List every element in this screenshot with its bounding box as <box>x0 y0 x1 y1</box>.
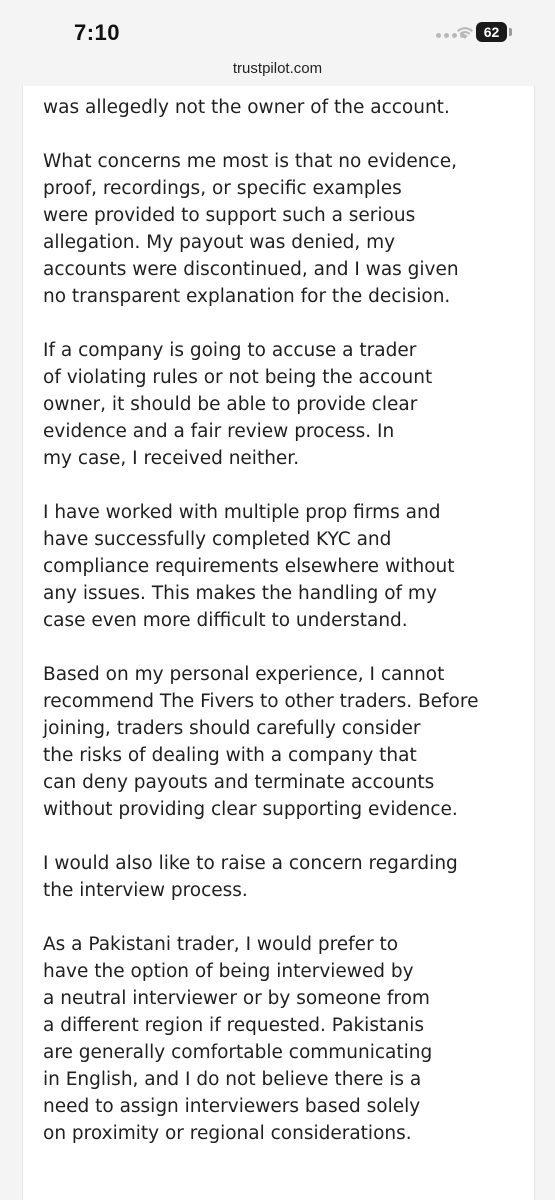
review-card <box>22 86 535 1200</box>
wifi-icon <box>456 26 474 40</box>
status-time: 7:10 <box>74 20 121 45</box>
battery-tip <box>509 28 512 36</box>
review-paragraph: If a company is going to accuse a trader of violating rules or not being the account owner, it should be able to provide clear evidence and a fair review process. In my case, I received neither. <box>43 340 433 469</box>
review-paragraph: was allegedly not the owner of the account. <box>43 97 450 118</box>
review-paragraph: As a Pakistani trader, I would prefer to have the option of being interviewed by a neutral interviewer or by someone from a different region if requested. Pakistanis are generally comfortable communicating in English, and I do not believe there is a need to assign interviewers based solely on proximity or regional considerations. <box>43 934 433 1144</box>
review-paragraph: Based on my personal experience, I cannot recommend The Fivers to other traders. Before joining, traders should carefully consider the risks of dealing with a company that can deny payouts and terminate accounts without providing clear supporting evidence. <box>43 664 479 820</box>
review-paragraph: What concerns me most is that no evidence, proof, recordings, or specific examples were provided to support such a serious allegation. My payout was denied, my accounts were discontinued, and I was given no transparent explanation for the decision. <box>43 151 459 307</box>
battery-icon <box>476 22 507 42</box>
review-body <box>43 94 513 1174</box>
address-bar-url[interactable]: trustpilot.com <box>232 60 323 77</box>
status-bar <box>0 0 555 60</box>
review-paragraph: I have worked with multiple prop firms and have successfully completed KYC and compliance requirements elsewhere without any issues. This makes the handling of my case even more difficult to understand. <box>43 502 455 631</box>
review-paragraph: I would also like to raise a concern regarding the interview process. <box>43 853 458 901</box>
battery-level: 62 <box>483 24 500 40</box>
